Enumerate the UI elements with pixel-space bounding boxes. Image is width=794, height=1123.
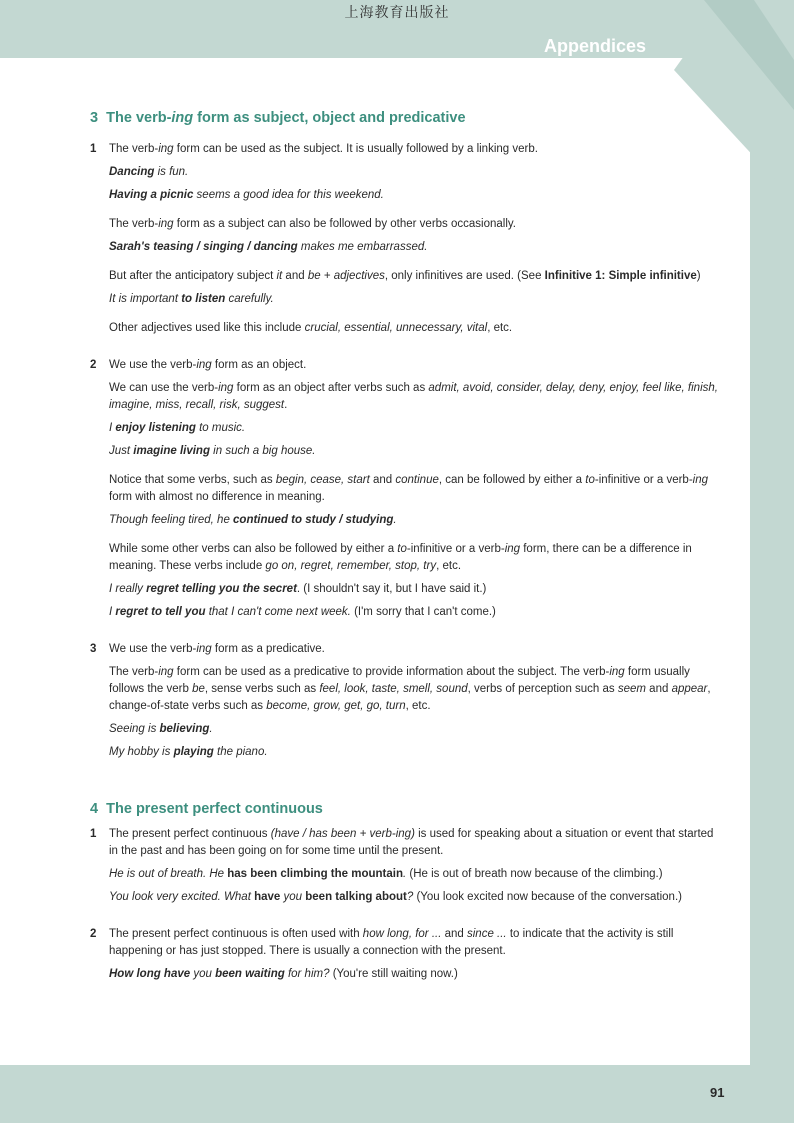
item-number: 3 (90, 643, 97, 655)
publisher-name: 上海教育出版社 (344, 5, 450, 21)
section-3-heading (90, 110, 722, 127)
page-content (90, 110, 722, 989)
rule-text: But after the anticipatory subject it and be + adjectives, only infinitives are used. (See Infinitive 1: Simple infinitive) (109, 270, 701, 282)
example-sentence: I regret to tell you that I can't come next week. (I'm sorry that I can't come.) (109, 606, 496, 618)
rule-text: The present perfect continuous (have / has been + verb-ing) is used for speaking about a situation or event that started in the past and has been going on for some time until the present. (109, 828, 714, 857)
section-number: 4 (90, 801, 99, 817)
section-tab-label: Appendices (544, 36, 647, 56)
rule-text: Notice that some verbs, such as begin, cease, start and continue, can be followed by either a to-infinitive or a verb-ing form with almost no difference in meaning. (109, 474, 709, 503)
rule-text: We use the verb-ing form as a predicative. (109, 643, 325, 655)
page-number: 91 (710, 1085, 725, 1100)
example-sentence: I really regret telling you the secret. (I shouldn't say it, but I have said it.) (109, 583, 487, 595)
footer-band (0, 1065, 794, 1123)
heading-text: form as subject, object and predicative (193, 110, 466, 126)
example-sentence: Sarah's teasing / singing / dancing makes me embarrassed. (109, 241, 428, 253)
rule-text: We use the verb-ing form as an object. (109, 359, 307, 371)
section-4-heading (90, 801, 722, 818)
example-sentence: You look very excited. What have you been talking about? (You look excited now because of the conversation.) (109, 891, 682, 903)
rule-item (90, 357, 722, 621)
item-number: 2 (90, 359, 97, 371)
rule-text: The verb-ing form can be used as a predicative to provide information about the subject. The verb-ing form usually follows the verb be, sense verbs such as feel, look, taste, smell, sound, verbs of perception such as seem and appear, change-of-state verbs such as become, grow, get, go, turn, etc. (109, 666, 711, 712)
item-number: 1 (90, 143, 97, 155)
rule-item (90, 641, 722, 761)
rule-text: Other adjectives used like this include crucial, essential, unnecessary, vital, etc. (109, 322, 513, 334)
example-sentence: How long have you been waiting for him? (You're still waiting now.) (109, 968, 458, 980)
rule-item (90, 826, 722, 906)
example-sentence: Just imagine living in such a big house. (109, 445, 316, 457)
rule-text: The present perfect continuous is often used with how long, for ... and since ... to indicate that the activity is still happening or has just stopped. There is usually a connection with the present. (109, 928, 674, 957)
heading-text: The present perfect continuous (106, 801, 323, 817)
example-sentence: Though feeling tired, he continued to study / studying. (109, 514, 397, 526)
rule-item (90, 141, 722, 337)
example-sentence: He is out of breath. He has been climbing the mountain. (He is out of breath now because of the climbing.) (109, 868, 663, 880)
example-sentence: It is important to listen carefully. (109, 293, 274, 305)
rule-text: We can use the verb-ing form as an object after verbs such as admit, avoid, consider, delay, deny, enjoy, feel like, finish, imagine, miss, recall, risk, suggest. (109, 382, 718, 411)
rule-item (90, 926, 722, 983)
section-number: 3 (90, 110, 99, 126)
rule-text: The verb-ing form can be used as the subject. It is usually followed by a linking verb. (109, 143, 538, 155)
example-sentence: Having a picnic seems a good idea for this weekend. (109, 189, 384, 201)
item-number: 1 (90, 828, 97, 840)
heading-text: ing (171, 110, 194, 126)
example-sentence: Dancing is fun. (109, 166, 189, 178)
example-sentence: Seeing is believing. (109, 723, 213, 735)
example-sentence: My hobby is playing the piano. (109, 746, 268, 758)
rule-text: The verb-ing form as a subject can also be followed by other verbs occasionally. (109, 218, 516, 230)
item-number: 2 (90, 928, 97, 940)
heading-text: The verb- (106, 110, 172, 126)
rule-text: While some other verbs can also be followed by either a to-infinitive or a verb-ing form, there can be a difference in meaning. These verbs include go on, regret, remember, stop, try, etc. (109, 543, 692, 572)
example-sentence: I enjoy listening to music. (109, 422, 246, 434)
